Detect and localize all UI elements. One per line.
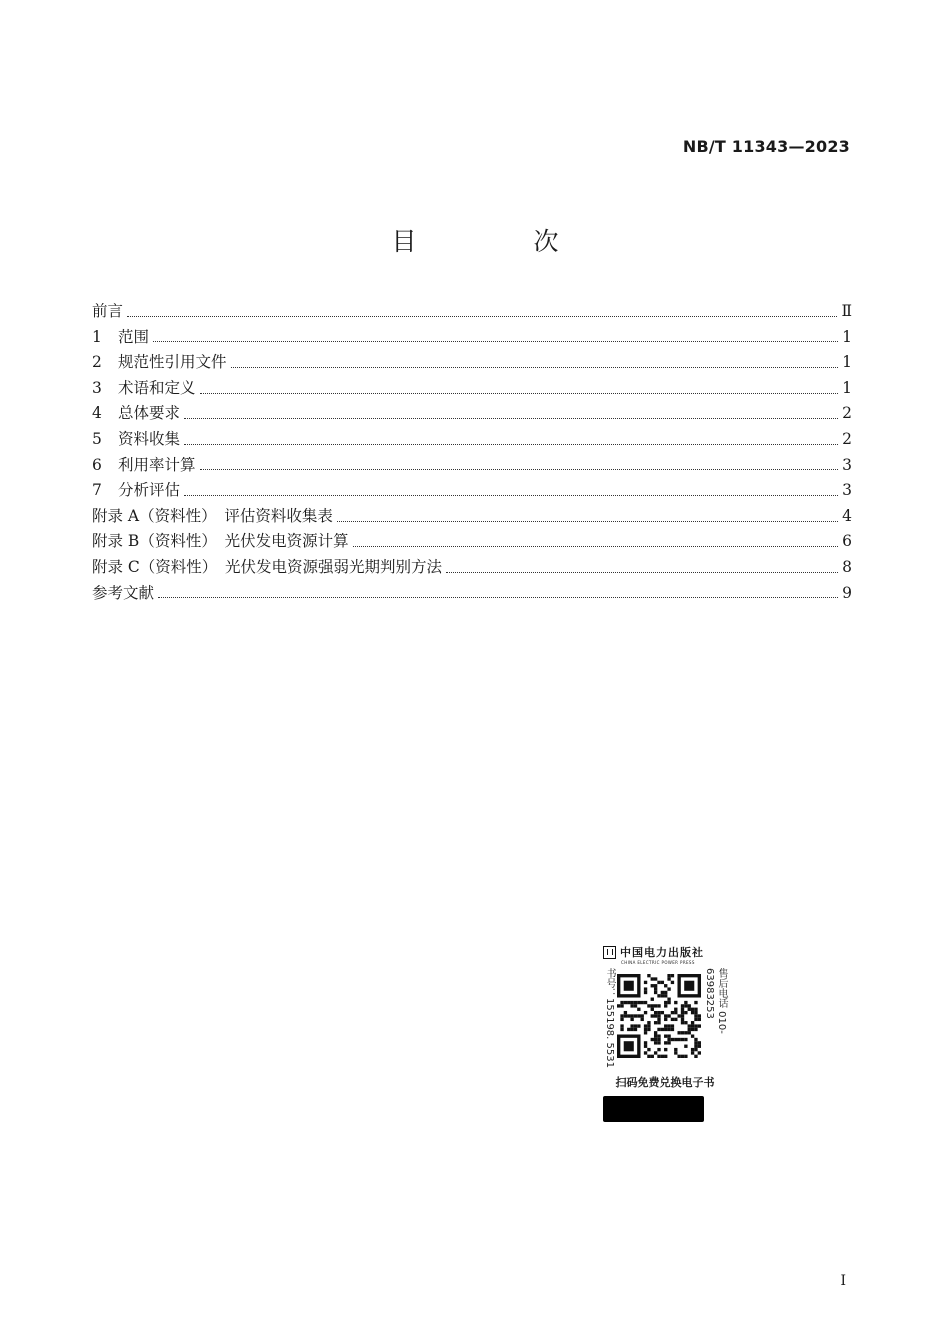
toc-leader-dots	[200, 468, 838, 470]
toc-entry-number: 2	[92, 353, 102, 372]
toc-entry-label: 规范性引用文件	[118, 353, 227, 372]
toc-leader-dots	[353, 545, 838, 547]
toc-entry-number: 7	[92, 481, 102, 500]
toc-entry-label: 附录 C（资料性） 光伏发电资源强弱光期判别方法	[92, 557, 443, 576]
toc-entry-page: 1	[842, 327, 852, 346]
toc-entry-page: 3	[842, 481, 852, 500]
toc-entry-page: 8	[842, 557, 852, 576]
toc-entry[interactable]	[92, 478, 852, 504]
toc-entry-page: Ⅱ	[841, 302, 852, 320]
toc-entry-label: 参考文献	[92, 583, 155, 602]
toc-leader-dots	[184, 417, 838, 419]
toc-entry[interactable]	[92, 350, 852, 376]
qr-block	[603, 942, 727, 1122]
publisher-name: 中国电力出版社	[620, 946, 704, 959]
page-title: 目 次	[391, 227, 605, 256]
toc-entry-number: 3	[92, 378, 102, 397]
toc-entry-number: 4	[92, 404, 102, 423]
toc-leader-dots	[184, 443, 838, 445]
table-of-contents	[92, 299, 852, 606]
publisher-english-name: CHINA ELECTRIC POWER PRESS	[621, 960, 695, 965]
page-number: I	[840, 1273, 846, 1289]
toc-leader-dots	[337, 520, 838, 522]
toc-entry[interactable]	[92, 376, 852, 402]
toc-entry[interactable]	[92, 299, 852, 325]
toc-entry-page: 2	[842, 404, 852, 423]
toc-entry[interactable]	[92, 427, 852, 453]
toc-entry-label: 前言	[92, 302, 124, 320]
toc-entry-label: 术语和定义	[118, 378, 196, 397]
toc-entry-label: 附录 A（资料性） 评估资料收集表	[92, 506, 333, 525]
toc-entry-page: 2	[842, 429, 852, 448]
toc-entry-label: 资料收集	[118, 429, 181, 448]
qr-caption: 扫码免费兑换电子书	[615, 1076, 715, 1089]
toc-entry-number: 6	[92, 455, 102, 474]
toc-leader-dots	[184, 494, 838, 496]
publisher-header	[603, 942, 727, 962]
qr-code[interactable]	[617, 968, 701, 1064]
toc-leader-dots	[231, 366, 838, 368]
toc-entry-label: 分析评估	[118, 481, 181, 500]
toc-entry[interactable]	[92, 529, 852, 555]
toc-entry-page: 1	[842, 353, 852, 372]
toc-leader-dots	[127, 315, 837, 317]
toc-leader-dots	[446, 571, 838, 573]
toc-entry-page: 4	[842, 506, 852, 525]
toc-leader-dots	[153, 340, 838, 342]
toc-entry-page: 9	[842, 583, 852, 602]
toc-entry[interactable]	[92, 504, 852, 530]
redacted-block	[603, 1096, 704, 1122]
toc-entry-page: 3	[842, 455, 852, 474]
toc-entry-label: 范围	[118, 327, 150, 346]
toc-leader-dots	[158, 596, 838, 598]
toc-entry[interactable]	[92, 555, 852, 581]
toc-entry-number: 5	[92, 429, 102, 448]
toc-entry[interactable]	[92, 401, 852, 427]
toc-entry[interactable]	[92, 325, 852, 351]
toc-entry-label: 总体要求	[118, 404, 181, 423]
hotline: 售后电话 010-63983253	[704, 968, 727, 1034]
publisher-logo-icon	[603, 946, 616, 959]
toc-entry[interactable]	[92, 453, 852, 479]
toc-entry-page: 6	[842, 532, 852, 551]
standard-code: NB/T 11343—2023	[682, 137, 850, 156]
toc-entry-label: 利用率计算	[118, 455, 196, 474]
toc-entry-label: 附录 B（资料性） 光伏发电资源计算	[92, 532, 349, 551]
toc-entry-page: 1	[842, 378, 852, 397]
toc-entry-number: 1	[92, 327, 102, 346]
toc-entry[interactable]	[92, 581, 852, 607]
qr-middle	[603, 968, 727, 1072]
book-number: 书号：155198. 5531	[604, 968, 615, 1068]
toc-leader-dots	[200, 392, 838, 394]
